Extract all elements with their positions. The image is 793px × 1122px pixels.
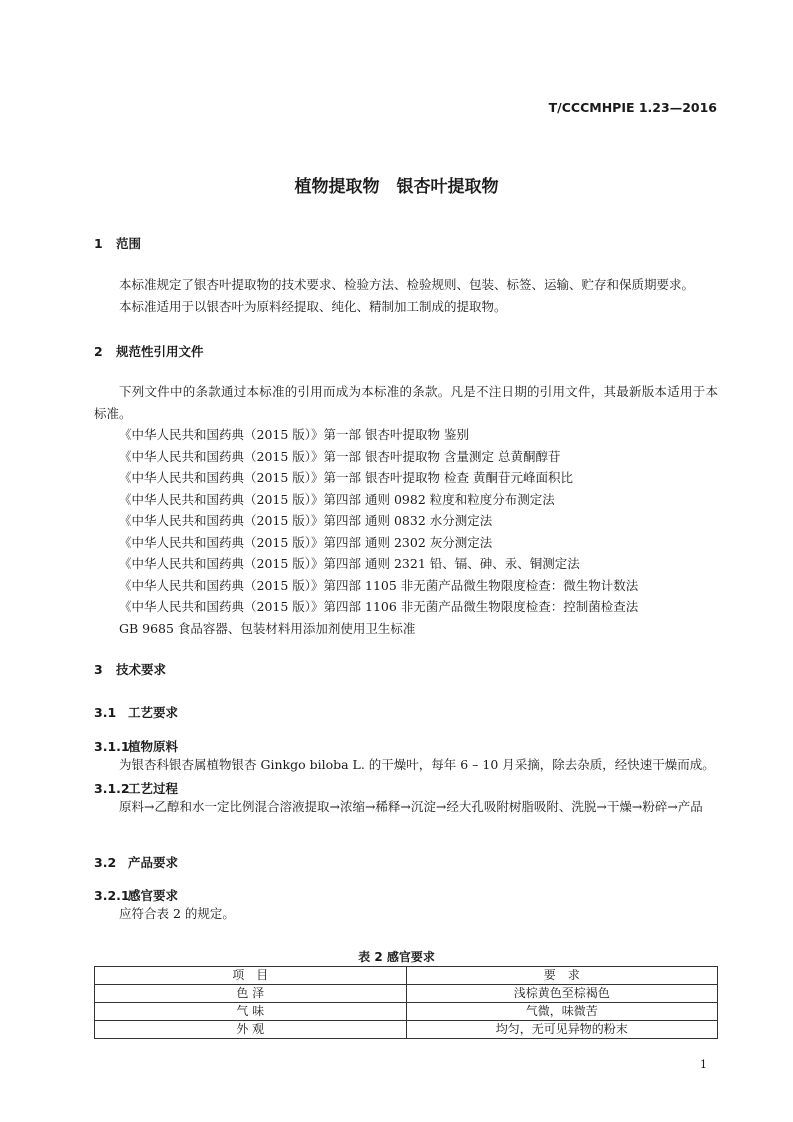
section-3-1-title: 工艺要求 xyxy=(128,705,179,720)
reference-item: 《中华人民共和国药典（2015 版）》第四部 通则 2302 灰分测定法 xyxy=(119,534,493,550)
table-row xyxy=(95,1021,718,1039)
section-3-1-2-body xyxy=(94,796,718,818)
section-3-2-1-body xyxy=(94,903,718,925)
section-2-number: 2 xyxy=(94,344,103,359)
section-1-heading xyxy=(94,234,141,252)
section-3-2-1-title: 感官要求 xyxy=(128,888,179,903)
reference-item: 《中华人民共和国药典（2015 版）》第一部 银杏叶提取物 含量测定 总黄酮醇苷 xyxy=(119,448,561,464)
sensory-requirement-text: 应符合表 2 的规定。 xyxy=(119,906,235,921)
section-2-title: 规范性引用文件 xyxy=(116,344,204,359)
process-flow-text: 原料→乙醇和水一定比例混合溶液提取→浓缩→稀释→沉淀→经大孔吸附树脂吸附、洗脱→干燥→粉碎→产品 xyxy=(119,799,703,814)
table-header-cell: 要 求 xyxy=(406,967,718,985)
reference-item: 《中华人民共和国药典（2015 版）》第四部 通则 0832 水分测定法 xyxy=(119,513,493,528)
reference-item: 《中华人民共和国药典（2015 版）》第四部 通则 2321 铅、镉、砷、汞、铜测定法 xyxy=(119,556,580,571)
reference-item: 《中华人民共和国药典（2015 版）》第四部 通则 0982 粒度和粒度分布测定法 xyxy=(119,491,555,507)
reference-item: 《中华人民共和国药典（2015 版）》第四部 1106 非无菌产品微生物限度检查：控制菌检查法 xyxy=(119,599,639,614)
document-code: T/CCCMHPIE 1.23—2016 xyxy=(548,100,717,115)
section-3-1-1-body xyxy=(94,754,718,776)
section-3-1-2-number: 3.1.2 xyxy=(94,781,130,796)
section-3-2-1-heading xyxy=(94,886,178,904)
section-3-1-1-number: 3.1.1 xyxy=(94,739,130,754)
scope-paragraph: 本标准适用于以银杏叶为原料经提取、纯化、精制加工制成的提取物。 xyxy=(119,298,507,314)
page-number: 1 xyxy=(700,1058,707,1071)
document-title: 植物提取物 银杏叶提取物 xyxy=(294,177,499,197)
section-1-title: 范围 xyxy=(116,236,142,251)
table-cell: 气微，味微苦 xyxy=(406,1003,718,1021)
table-cell: 气 味 xyxy=(95,1003,407,1021)
table-header-cell: 项 目 xyxy=(95,967,407,985)
section-3-2-number: 3.2 xyxy=(94,855,117,870)
section-3-1-heading xyxy=(94,703,178,721)
section-3-1-2-title: 工艺过程 xyxy=(128,781,179,796)
references-intro: 下列文件中的条款通过本标准的引用而成为本标准的条款。凡是不注日期的引用文件，其最新版本适用于本标准。 xyxy=(94,384,718,421)
reference-item: 《中华人民共和国药典（2015 版）》第一部 银杏叶提取物 检查 黄酮苷元峰面积比 xyxy=(119,470,573,485)
section-1-number: 1 xyxy=(94,236,103,251)
table-cell: 外 观 xyxy=(95,1021,407,1039)
section-3-title: 技术要求 xyxy=(116,662,167,677)
reference-item: 《中华人民共和国药典（2015 版）》第一部 银杏叶提取物 鉴别 xyxy=(119,427,469,442)
section-3-number: 3 xyxy=(94,662,103,677)
section-3-heading xyxy=(94,660,166,678)
section-3-1-1-heading xyxy=(94,737,178,755)
section-3-2-title: 产品要求 xyxy=(128,855,179,870)
table-cell: 色 泽 xyxy=(95,985,407,1003)
table-caption: 表 2 感官要求 xyxy=(358,950,435,964)
sensory-requirements-table xyxy=(94,966,718,1039)
section-1-body xyxy=(94,274,718,317)
table-row xyxy=(95,1003,718,1021)
reference-list xyxy=(119,424,719,639)
reference-item: 《中华人民共和国药典（2015 版）》第四部 1105 非无菌产品微生物限度检查：微生物计数法 xyxy=(119,577,639,593)
table-row xyxy=(95,985,718,1003)
section-3-1-2-heading xyxy=(94,779,178,797)
section-2-intro xyxy=(94,381,718,424)
table-cell: 浅棕黄色至棕褐色 xyxy=(406,985,718,1003)
reference-item: GB 9685 食品容器、包装材料用添加剂使用卫生标准 xyxy=(119,620,416,636)
section-3-1-number: 3.1 xyxy=(94,705,117,720)
section-2-heading xyxy=(94,342,204,360)
section-3-2-heading xyxy=(94,853,178,871)
table-cell: 均匀，无可见异物的粉末 xyxy=(406,1021,718,1039)
plant-material-text: 为银杏科银杏属植物银杏 Ginkgo biloba L. 的干燥叶，每年 6 – 10 月采摘，除去杂质，经快速干燥而成。 xyxy=(119,757,715,772)
section-3-1-1-title: 植物原料 xyxy=(128,739,179,754)
scope-paragraph: 本标准规定了银杏叶提取物的技术要求、检验方法、检验规则、包装、标签、运输、贮存和保质期要求。 xyxy=(119,277,695,292)
table-header-row xyxy=(95,967,718,985)
section-3-2-1-number: 3.2.1 xyxy=(94,888,130,903)
